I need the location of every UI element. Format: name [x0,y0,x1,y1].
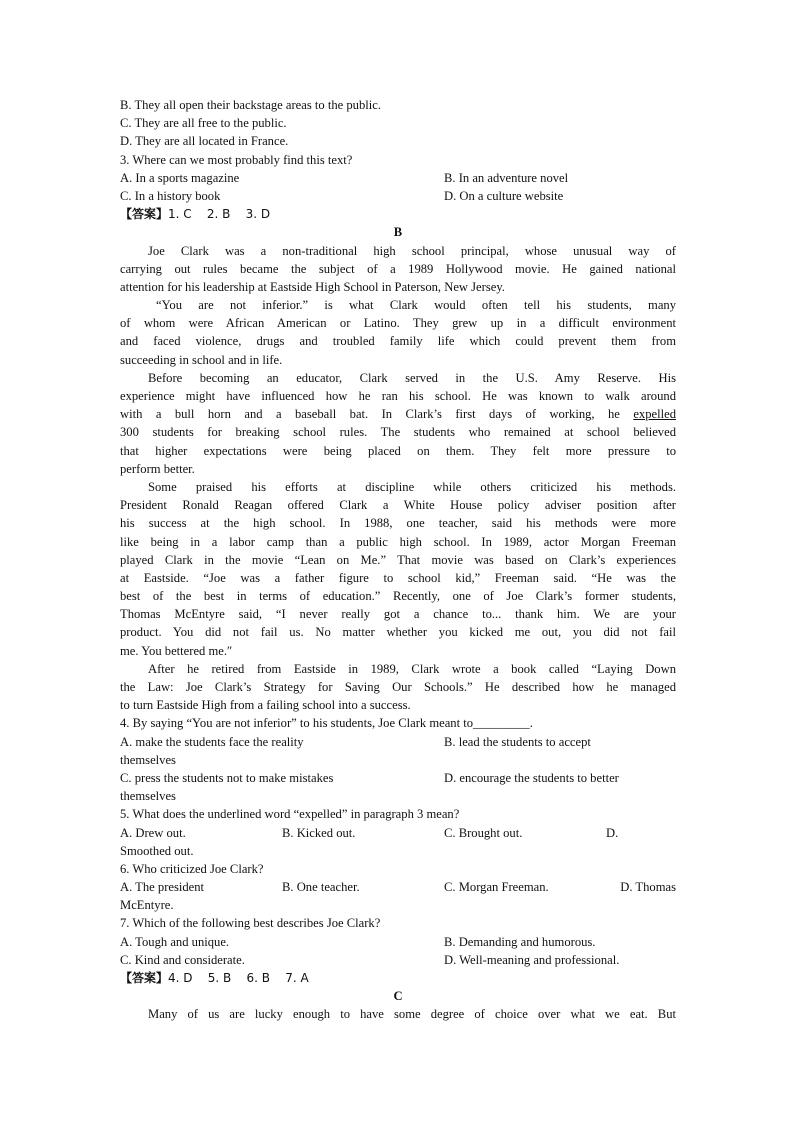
answer-text: 4. D 5. B 6. B 7. A [168,971,309,985]
q7-options-row2 [120,951,676,969]
passage-b-p1-line: attention for his leadership at Eastside High School in Paterson, New Jersey. [120,279,505,294]
passage-b-p4-line: at Eastside. “Joe was a father figure to school kid,” Freeman said. “He was the [120,570,676,585]
q3-options-row2 [120,187,676,205]
passage-b-p4-line: best of the best in terms of education.” Recently, one of Joe Clark’s former students, [120,589,676,604]
q5-option-a: A. Drew out. [120,825,186,840]
answer-text: 1. C 2. B 3. D [168,207,271,222]
q6-option-c: C. Morgan Freeman. [444,880,549,895]
passage-b-p3-line: perform better. [120,461,195,476]
q5-option-c: C. Brought out. [444,825,523,840]
q6-option-b: B. One teacher. [282,880,360,895]
passage-b-p2-line: and faced violence, drugs and troubled family life which could prevent them from [120,334,676,349]
q3-stem: 3. Where can we most probably find this text? [120,152,353,167]
passage-b-p4-line: product. You did not fail us. No matter whether you kicked me out, you did not fail [120,625,676,640]
q6-option-d-cont: McEntyre. [120,898,174,913]
q6-options [120,878,676,896]
q6-option-a: A. The president [120,880,205,895]
q4-options-row2 [120,769,676,787]
q3-options-row1 [120,169,676,187]
answer-label: 【答案】 [120,971,169,985]
q7-option-a: A. Tough and unique. [120,934,230,949]
q4-option-d-cont: themselves [120,789,176,804]
passage-b-p2-line: “You are not inferior.” is what Clark would often tell his students, many [156,298,676,313]
section-heading-b: B [393,225,403,240]
q7-option-d: D. Well-meaning and professional. [444,952,620,967]
q2-option-b: B. They all open their backstage areas to the public. [120,98,382,112]
q5-option-d-cont: Smoothed out. [120,843,194,858]
passage-b-p2-line: succeeding in school and in life. [120,352,283,367]
passage-b-p4-line: played Clark in the movie “Lean on Me.” That movie was based on Clark’s experiences [120,552,676,567]
section-heading-c: C [393,989,403,1004]
q3-option-d: D. On a culture website [444,188,564,203]
passage-b-p3-line: Before becoming an educator, Clark served in the U.S. Amy Reserve. His [148,370,676,385]
passage-b-p5-line: to turn Eastside High from a failing school into a success. [120,698,411,713]
passage-b-p4-line: his success at the high school. In 1988, one teacher, said his methods were more [120,516,676,531]
q5-option-b: B. Kicked out. [282,825,356,840]
passage-b-p4-line: President Ronald Reagan offered Clark a White House policy adviser position after [120,498,676,513]
passage-b-p3-line: that higher expectations were being placed on them. They felt more pressure to [120,443,676,458]
q5-stem: 5. What does the underlined word “expelled” in paragraph 3 mean? [120,807,460,822]
q4-stem: 4. By saying “You are not inferior” to his students, Joe Clark meant to_________. [120,716,533,731]
q4-option-c: C. press the students not to make mistakes [120,770,334,785]
q3-option-b: B. In an adventure novel [444,170,569,185]
q6-option-d: D. Thomas [620,880,676,895]
answer-block-2 [120,969,676,987]
answer-label: 【答案】 [120,207,169,222]
passage-b-p2-line: of whom were African American or Latino. They grew up in a difficult environment [120,316,676,331]
passage-b-p4-line: Some praised his efforts at discipline while others criticized his methods. [148,479,676,494]
q5-options [120,824,676,842]
q4-option-b-cont: themselves [120,752,176,767]
q3-option-a: A. In a sports magazine [120,170,240,185]
answer-block-1 [120,205,676,223]
q2-option-d: D. They are all located in France. [120,134,289,149]
passage-b-p3-text: with a bull horn and a baseball bat. In Clark’s first days of working, he [120,407,634,422]
q4-option-a: A. make the students face the reality [120,734,304,749]
passage-b-p3-line: 300 students for breaking school rules. The students who remained at school believed [120,425,676,440]
passage-b-p1-line: Joe Clark was a non-traditional high school principal, whose unusual way of [148,243,676,258]
passage-b-p5-line: After he retired from Eastside in 1989, Clark wrote a book called “Laying Down [148,661,676,676]
q6-stem: 6. Who criticized Joe Clark? [120,861,264,876]
q4-options-row1 [120,733,676,751]
q4-option-b: B. lead the students to accept [444,734,591,749]
q4-option-d: D. encourage the students to better [444,770,619,785]
q3-option-c: C. In a history book [120,188,221,203]
underlined-word-expelled: expelled [633,407,676,422]
q7-options-row1 [120,933,676,951]
q7-option-b: B. Demanding and humorous. [444,934,596,949]
passage-c-line: Many of us are lucky enough to have some degree of choice over what we eat. But [148,1007,676,1022]
passage-b-p3-line [120,405,676,423]
passage-b-p1-line: carrying out rules became the subject of a 1989 Hollywood movie. He gained national [120,261,676,276]
q7-stem: 7. Which of the following best describes Joe Clark? [120,916,381,931]
passage-b-p4-line: like being in a labor camp than a public high school. In 1989, actor Morgan Freeman [120,534,676,549]
q2-option-c: C. They are all free to the public. [120,116,287,131]
passage-b-p4-line: me. You bettered me.″ [120,643,233,658]
passage-b-p5-line: the Law: Joe Clark’s Strategy for Saving Our Schools.” He described how he managed [120,680,676,694]
document-page [120,96,676,1024]
q5-option-d: D. [606,825,619,840]
passage-b-p3-line: experience might have influenced how he ran his school. He was known to walk around [120,389,676,403]
q7-option-c: C. Kind and considerate. [120,952,245,967]
passage-b-p4-line: Thomas McEntyre said, “I never really got a chance to... thank him. We are your [120,607,676,622]
